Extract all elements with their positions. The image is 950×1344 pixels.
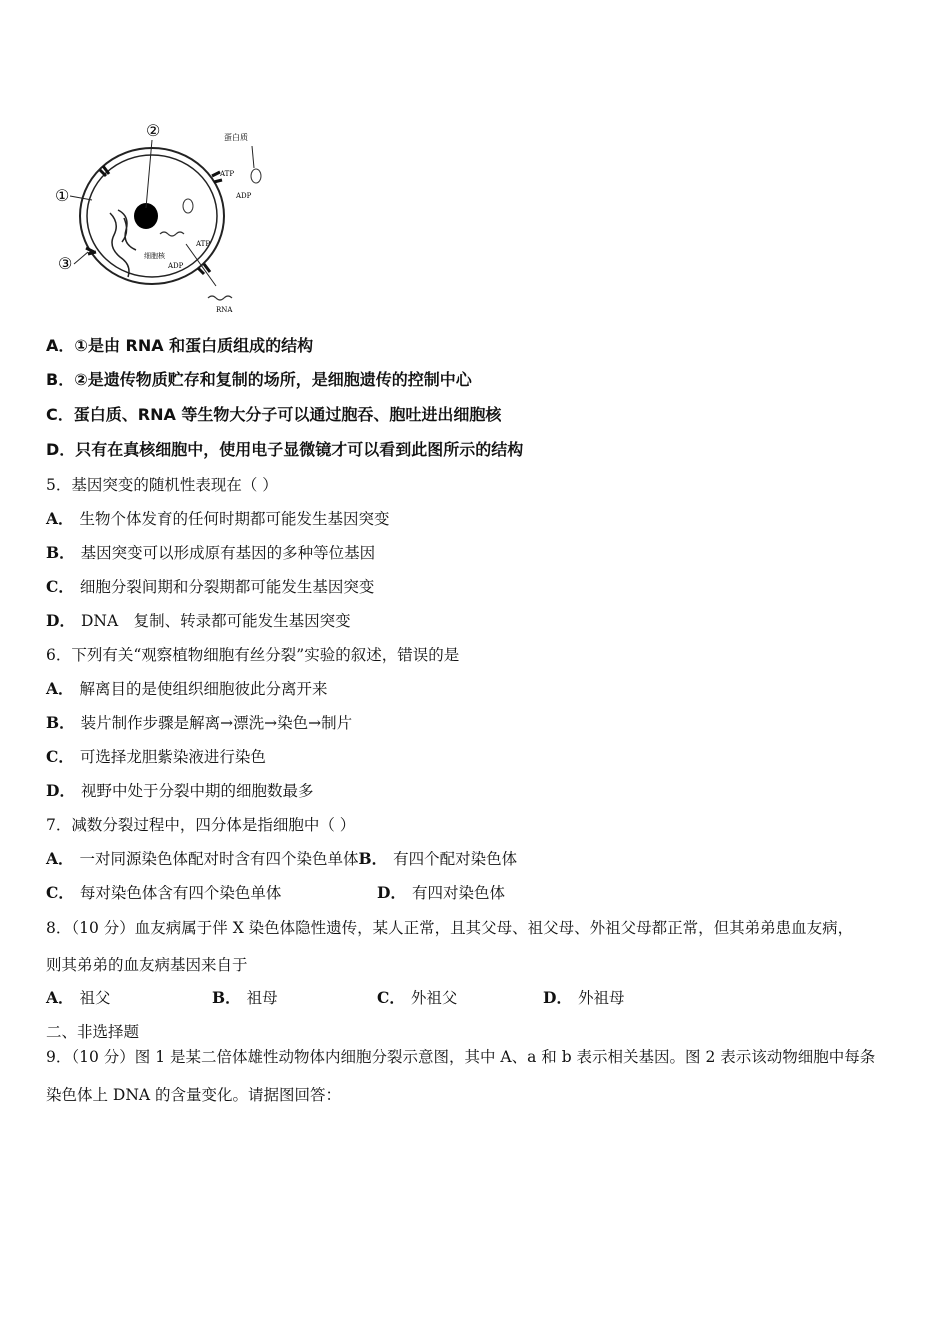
nucleus-diagram	[48, 118, 280, 318]
q8-stem-line-2: 则其弟弟的血友病基因来自于	[46, 956, 248, 974]
q8-stem-line-1: 8．（10 分）血友病属于伴 X 染色体隐性遗传，某人正常，且其父母、祖父母、外祖父母都正常，但其弟弟患血友病，	[46, 919, 854, 937]
q6-option-d[interactable]: D． 视野中处于分裂中期的细胞数最多	[46, 781, 314, 800]
q6-stem: 6．下列有关“观察植物细胞有丝分裂”实验的叙述，错误的是	[46, 646, 460, 664]
q9-stem-line-2: 染色体上 DNA 的含量变化。请据图回答：	[46, 1086, 342, 1104]
q7-options-row-1	[46, 849, 517, 869]
label-atp-top: ATP	[220, 170, 235, 178]
q4-option-d[interactable]: D．只有在真核细胞中，使用电子显微镜才可以看到此图所示的结构	[46, 440, 524, 459]
q7-option-a[interactable]: A． 一对同源染色体配对时含有四个染色单体	[46, 849, 359, 868]
q7-option-d[interactable]: D． 有四对染色体	[377, 883, 505, 902]
label-3: ③	[58, 254, 73, 273]
q5-option-c[interactable]: C． 细胞分裂间期和分裂期都可能发生基因突变	[46, 577, 375, 596]
q8-option-d[interactable]: D． 外祖母	[543, 988, 625, 1007]
label-adp-mid: ADP	[168, 262, 184, 270]
q8-option-a[interactable]: A． 祖父	[46, 988, 111, 1007]
q5-option-d[interactable]: D． DNA 复制、转录都可能发生基因突变	[46, 611, 351, 630]
q4-option-a[interactable]: A．①是由 RNA 和蛋白质组成的结构	[46, 336, 314, 355]
q5-stem: 5．基因突变的随机性表现在（ ）	[46, 476, 278, 494]
pointer-protein	[252, 146, 254, 168]
q5-option-b[interactable]: B． 基因突变可以形成原有基因的多种等位基因	[46, 543, 376, 562]
q7-stem: 7．减数分裂过程中，四分体是指细胞中（ ）	[46, 816, 356, 834]
label-2: ②	[146, 121, 161, 140]
label-adp-top: ADP	[236, 192, 252, 200]
q4-option-c[interactable]: C．蛋白质、RNA 等生物大分子可以通过胞吞、胞吐进出细胞核	[46, 405, 502, 424]
chromatin	[110, 210, 136, 277]
q9-stem-line-1: 9．（10 分）图 1 是某二倍体雄性动物体内细胞分裂示意图，其中 A、a 和 b 表示相关基因。图 2 表示该动物细胞中每条	[46, 1048, 876, 1066]
nucleus-diagram-svg	[48, 118, 280, 318]
label-1: ①	[55, 186, 70, 205]
rna-outside	[208, 296, 232, 300]
q6-option-a[interactable]: A． 解离目的是使组织细胞彼此分离开来	[46, 679, 328, 698]
q8-option-c[interactable]: C． 外祖父	[377, 988, 458, 1007]
q6-option-c[interactable]: C． 可选择龙胆紫染液进行染色	[46, 747, 266, 766]
label-atp-mid: ATP	[196, 240, 211, 248]
label-protein: 蛋白质	[224, 133, 248, 142]
q7-option-b[interactable]: B． 有四个配对染色体	[358, 849, 518, 868]
pore-3	[86, 248, 96, 254]
protein-blob-outside	[251, 169, 261, 183]
q5-option-a[interactable]: A． 生物个体发育的任何时期都可能发生基因突变	[46, 509, 390, 528]
q6-option-b[interactable]: B． 装片制作步骤是解离→漂洗→染色→制片	[46, 713, 353, 732]
q8-option-b[interactable]: B． 祖母	[212, 988, 278, 1007]
protein-blob-inside	[183, 199, 193, 213]
pointer-2	[146, 140, 152, 208]
section-title: 二、非选择题	[46, 1023, 140, 1041]
q4-option-b[interactable]: B．②是遗传物质贮存和复制的场所，是细胞遗传的控制中心	[46, 370, 472, 389]
label-rna: RNA	[216, 306, 233, 314]
label-nucleus: 细胞核	[144, 252, 165, 260]
pointer-3	[74, 252, 88, 264]
rna-inside	[160, 232, 184, 236]
q7-option-c[interactable]: C． 每对染色体含有四个染色单体	[46, 883, 282, 902]
